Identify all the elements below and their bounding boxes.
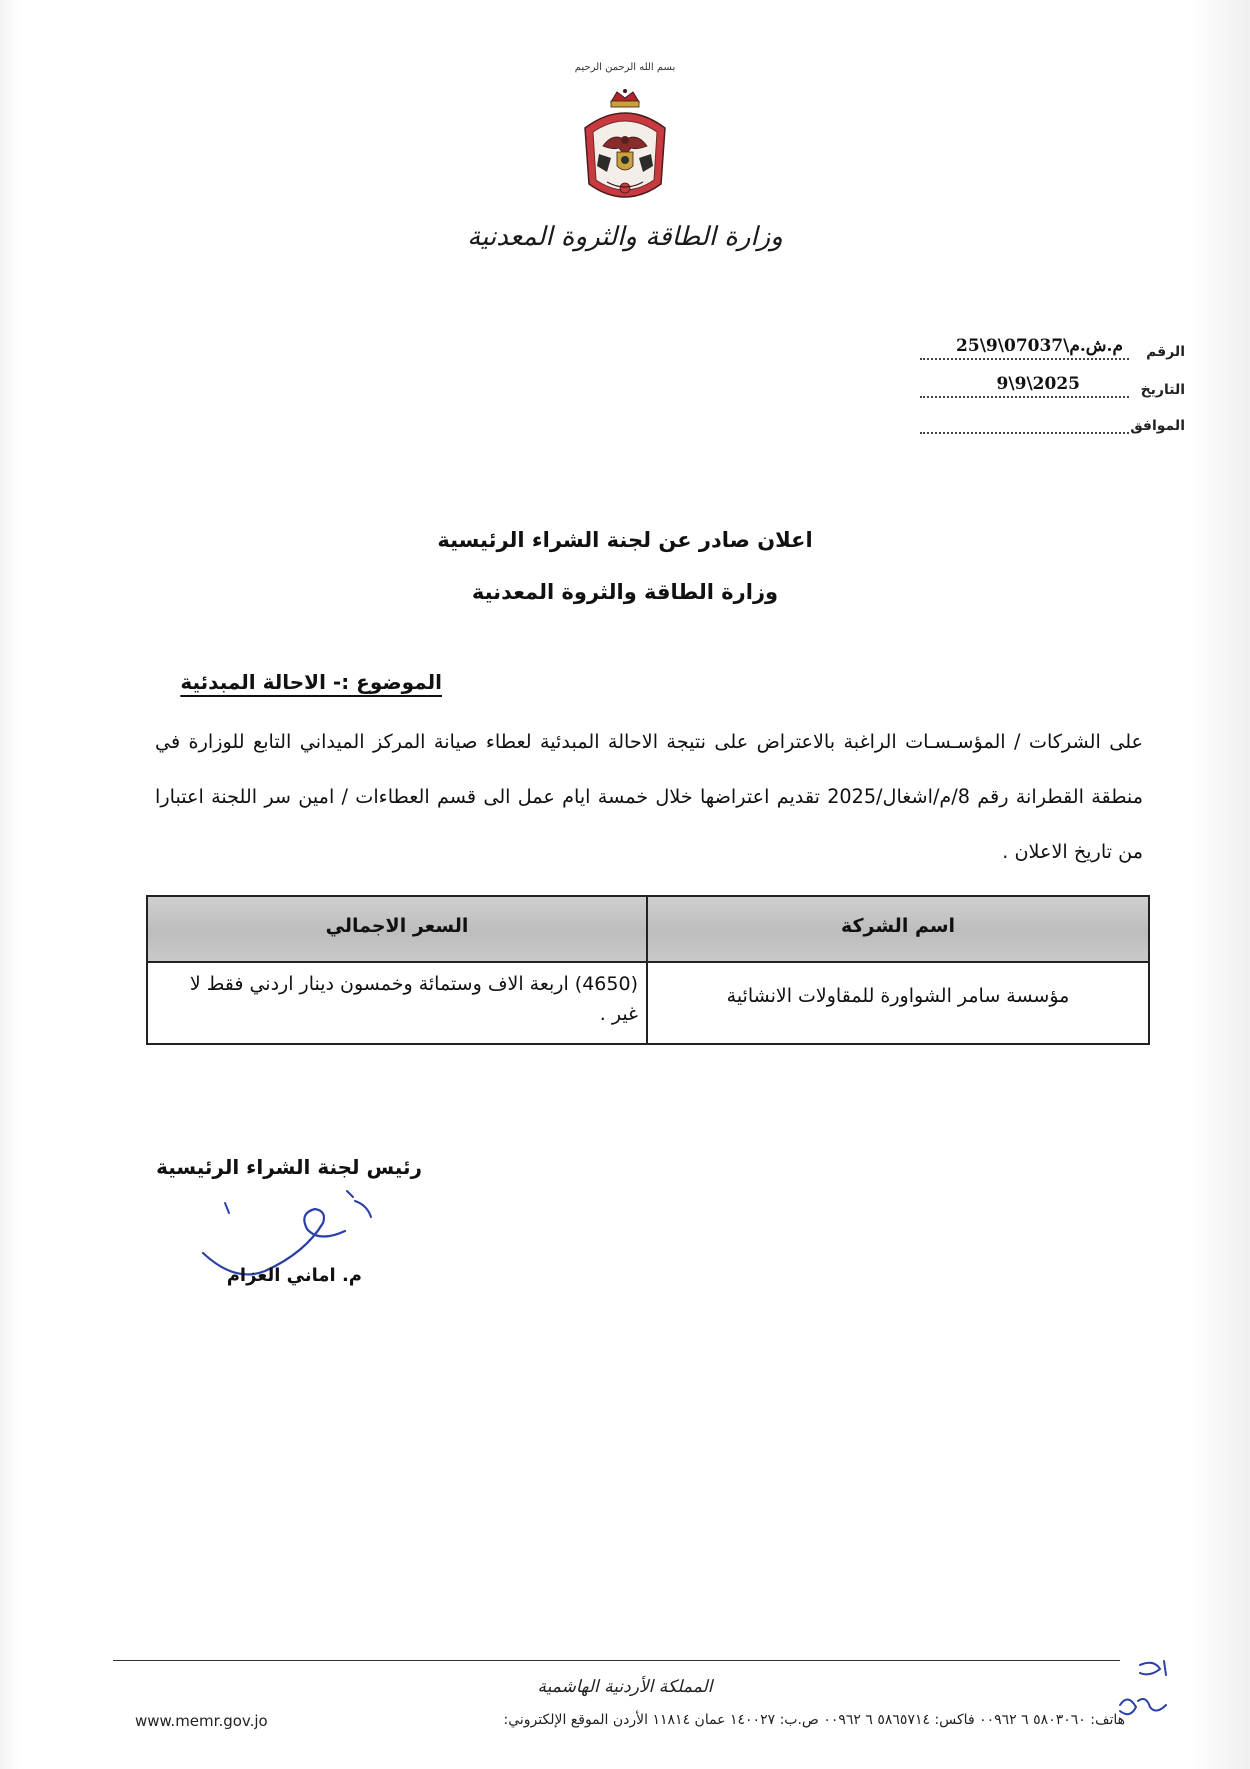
reference-hijri-label: الموافق [1130,418,1185,434]
footer-website-link[interactable]: www.memr.gov.jo [135,1712,268,1730]
reference-date-label: التاريخ [1140,382,1185,398]
reference-number-value: م.ش.م\07037\9\25 [956,336,1123,356]
dotted-line [920,396,1129,398]
scan-edge-left [0,0,20,1769]
signatory-name: م. اماني العزام [226,1265,362,1286]
announcement-title: اعلان صادر عن لجنة الشراء الرئيسية [437,528,813,552]
signatory-title: رئيس لجنة الشراء الرئيسية [156,1155,422,1179]
reference-date-row [920,374,1185,400]
cell-total-price: (4650) اربعة الاف وستمائة وخمسون دينار اردني فقط لا غير . [189,973,638,1025]
dotted-line [920,358,1129,360]
dotted-line [920,432,1129,434]
reference-number-label: الرقم [1146,344,1185,360]
award-table [146,895,1150,1045]
cell-company-name: مؤسسة سامر الشواورة للمقاولات الانشائية [726,985,1070,1007]
footer-kingdom-text: المملكة الأردنية الهاشمية [537,1677,713,1697]
footer-divider [113,1660,1120,1661]
basmala: بسم الله الرحمن الرحيم [574,62,676,73]
announcement-body: على الشركات / المؤسـسـات الراغبة بالاعتراض على نتيجة الاحالة المبدئية لعطاء صيانة المركز الميداني التابع للوزارة في منطقة القطرانة رقم 8/م/اشغال/2025 تقديم اعتراضها خلال خمسة ايام عمل الى قسم العطاءات / امين سر اللجنة اعتبارا من تاريخ الاعلان . [155,730,1143,863]
reference-date-value: 2025\9\9 [996,374,1080,394]
scan-edge-right [1190,0,1250,1769]
column-header-company: اسم الشركة [840,915,956,937]
announcement-subtitle: وزارة الطاقة والثروة المعدنية [471,580,779,604]
reference-hijri-row [920,410,1185,436]
ministry-logo-text: وزارة الطاقة والثروة المعدنية [467,222,783,252]
column-header-total-price: السعر الاجمالي [325,915,469,937]
subject-line: الموضوع :- الاحالة المبدئية [180,670,442,694]
handwritten-note [1110,1655,1190,1735]
reference-number-row [920,336,1185,362]
footer-contact-info: هاتف: ٥٨٠٣٠٦٠ ٦ ٠٠٩٦٢ فاكس: ٥٨٦٥٧١٤ ٦ ٠٠٩٦٢ ص.ب: ١٤٠٠٢٧ عمان ١١٨١٤ الأردن الموقع الإلكتروني: [503,1712,1125,1728]
coat-of-arms-icon [577,88,673,216]
